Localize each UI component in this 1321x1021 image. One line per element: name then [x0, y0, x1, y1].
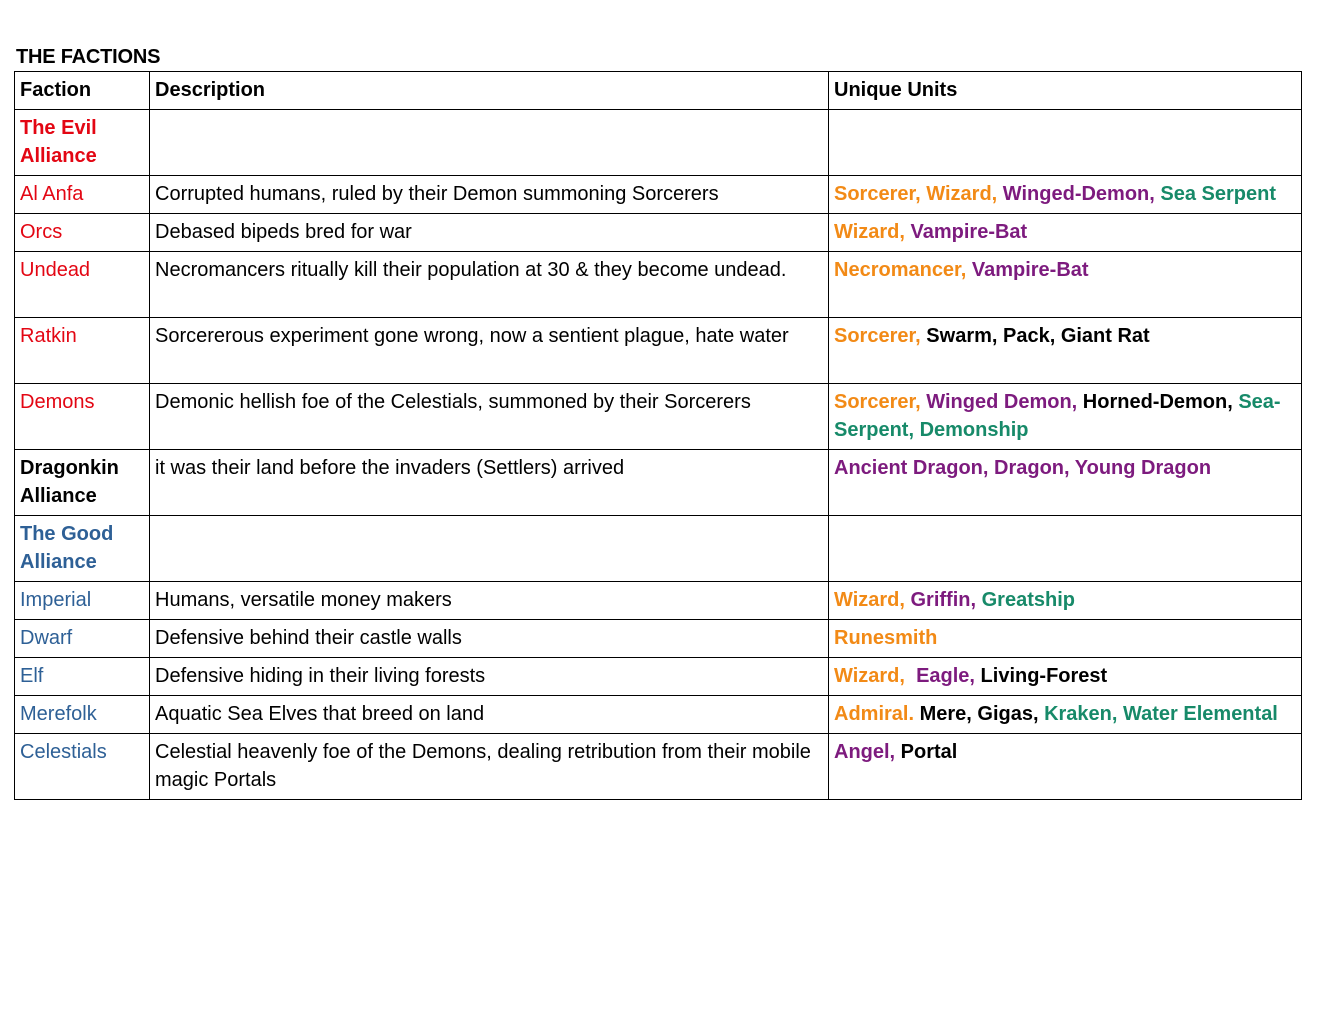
unique-units-cell [829, 658, 1302, 696]
description-cell: Corrupted humans, ruled by their Demon summoning Sorcerers [150, 176, 829, 214]
faction-cell: The Evil Alliance [15, 110, 150, 176]
table-header-row [15, 72, 1302, 110]
document-title: THE FACTIONS [16, 46, 161, 68]
table-body [15, 110, 1302, 800]
faction-cell: Imperial [15, 582, 150, 620]
description-cell: it was their land before the invaders (Settlers) arrived [150, 450, 829, 516]
faction-cell: Al Anfa [15, 176, 150, 214]
table-row [15, 384, 1302, 450]
unique-units-cell [829, 252, 1302, 318]
description-cell: Defensive behind their castle walls [150, 620, 829, 658]
faction-cell: Elf [15, 658, 150, 696]
table-row [15, 110, 1302, 176]
table-row [15, 176, 1302, 214]
unit-name: Admiral. [834, 703, 920, 725]
description-cell: Demonic hellish foe of the Celestials, summoned by their Sorcerers [150, 384, 829, 450]
unique-units-cell [829, 176, 1302, 214]
unit-name: Greatship [981, 589, 1075, 611]
unique-units-cell [829, 384, 1302, 450]
unit-name: Sea-Serpent, Demonship [834, 391, 1281, 441]
unique-units-cell [829, 450, 1302, 516]
description-cell: Necromancers ritually kill their population at 30 & they become undead. [150, 252, 829, 318]
description-cell: Debased bipeds bred for war [150, 214, 829, 252]
unique-units-cell [829, 620, 1302, 658]
unit-name: Griffin, [910, 589, 982, 611]
table-row [15, 214, 1302, 252]
unit-name: Wizard, [834, 221, 911, 243]
unit-name: Sea Serpent [1160, 183, 1276, 205]
unique-units-cell [829, 734, 1302, 800]
table-row [15, 658, 1302, 696]
faction-cell: Ratkin [15, 318, 150, 384]
unit-name: Winged-Demon, [1002, 183, 1161, 205]
description-cell [150, 516, 829, 582]
unique-units-cell [829, 516, 1302, 582]
header-description: Description [150, 72, 829, 110]
unit-name: Sorcerer, [834, 325, 927, 347]
unit-name: Runesmith [834, 627, 938, 649]
table-row [15, 318, 1302, 384]
unit-name: Horned-Demon, [1082, 391, 1239, 413]
unit-name: Swarm, Pack, Giant Rat [926, 325, 1150, 347]
faction-cell: Undead [15, 252, 150, 318]
faction-cell: Orcs [15, 214, 150, 252]
unit-name: Mere, Gigas, [919, 703, 1045, 725]
description-cell: Aquatic Sea Elves that breed on land [150, 696, 829, 734]
description-cell: Sorcererous experiment gone wrong, now a sentient plague, hate water [150, 318, 829, 384]
unit-name: Wizard, [834, 665, 917, 687]
header-unique-units: Unique Units [829, 72, 1302, 110]
unit-name: Sorcerer, [834, 391, 927, 413]
unit-name: Wizard, [926, 183, 1003, 205]
unique-units-cell [829, 318, 1302, 384]
table-row [15, 450, 1302, 516]
unit-name: Portal [900, 741, 958, 763]
faction-cell: Demons [15, 384, 150, 450]
unit-name: Living-Forest [980, 665, 1108, 687]
factions-table [14, 71, 1302, 800]
table-row [15, 582, 1302, 620]
unique-units-cell [829, 582, 1302, 620]
unit-name: Angel, [834, 741, 901, 763]
description-cell: Celestial heavenly foe of the Demons, dealing retribution from their mobile magic Portals [150, 734, 829, 800]
unit-name: Sorcerer, [834, 183, 927, 205]
header-faction: Faction [15, 72, 150, 110]
unit-name: Vampire-Bat [971, 259, 1089, 281]
description-cell: Humans, versatile money makers [150, 582, 829, 620]
table-row [15, 620, 1302, 658]
faction-cell: Dragonkin Alliance [15, 450, 150, 516]
table-row [15, 252, 1302, 318]
description-cell: Defensive hiding in their living forests [150, 658, 829, 696]
unit-name: Winged Demon, [926, 391, 1083, 413]
table-row [15, 516, 1302, 582]
faction-cell: Dwarf [15, 620, 150, 658]
description-cell [150, 110, 829, 176]
unit-name: Ancient Dragon, Dragon, Young Dragon [834, 457, 1212, 479]
unique-units-cell [829, 696, 1302, 734]
unit-name: Wizard, [834, 589, 911, 611]
faction-cell: Merefolk [15, 696, 150, 734]
unique-units-cell [829, 110, 1302, 176]
table-row [15, 734, 1302, 800]
unit-name: Eagle, [916, 665, 981, 687]
unit-name: Necromancer, [834, 259, 972, 281]
table-row [15, 696, 1302, 734]
unique-units-cell [829, 214, 1302, 252]
faction-cell: Celestials [15, 734, 150, 800]
faction-cell: The Good Alliance [15, 516, 150, 582]
unit-name: Vampire-Bat [910, 221, 1028, 243]
unit-name: Kraken, Water Elemental [1044, 703, 1278, 725]
